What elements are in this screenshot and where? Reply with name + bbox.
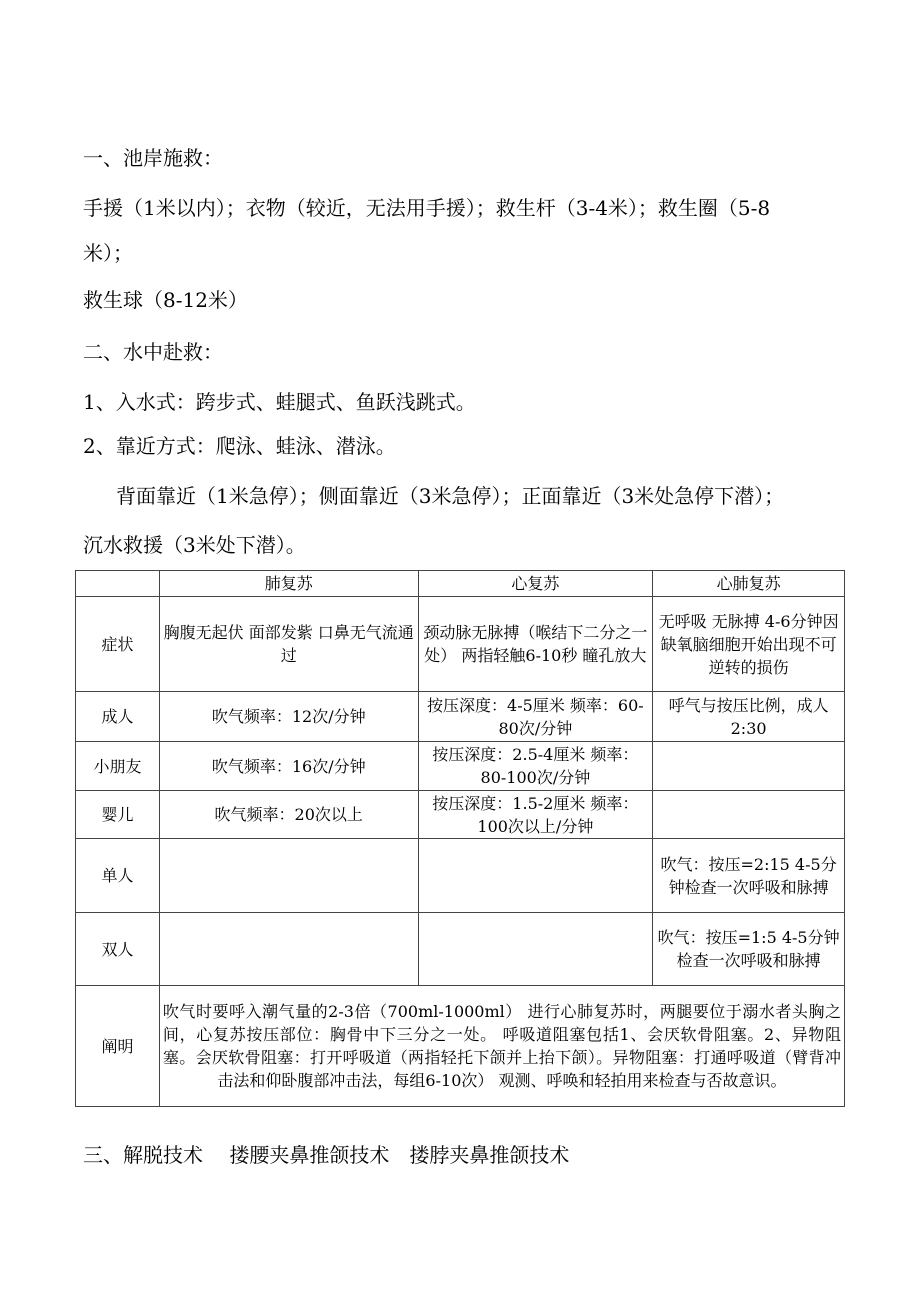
table-cell: 呼气与按压比例，成人2:30 bbox=[653, 692, 845, 742]
table-cell: 胸腹无起伏 面部发紫 口鼻无气流通过 bbox=[159, 597, 418, 692]
section-heading: 二、水中赴救： bbox=[83, 340, 223, 364]
cpr-table bbox=[75, 570, 845, 1107]
section-heading: 一、池岸施救： bbox=[83, 146, 223, 170]
header-cell bbox=[76, 571, 160, 597]
table-row bbox=[76, 742, 845, 791]
row-label: 单人 bbox=[76, 839, 160, 913]
table-row bbox=[76, 791, 845, 839]
paragraph: 手援（1米以内）；衣物（较近，无法用手援）；救生杆（3-4米）；救生圈（5-8 bbox=[83, 196, 771, 220]
table-cell: 吹气：按压=2:15 4-5分钟检查一次呼吸和脉搏 bbox=[653, 839, 845, 913]
table-cell: 颈动脉无脉搏（喉结下二分之一处） 两指轻触6-10秒 瞳孔放大 bbox=[418, 597, 653, 692]
table-cell: 按压深度：4-5厘米 频率：60-80次/分钟 bbox=[418, 692, 653, 742]
table-cell: 按压深度：1.5-2厘米 频率：100次以上/分钟 bbox=[418, 791, 653, 839]
table-row bbox=[76, 597, 845, 692]
table-cell: 吹气频率：20次以上 bbox=[159, 791, 418, 839]
paragraph: 沉水救援（3米处下潜）。 bbox=[83, 533, 306, 557]
header-cell: 心复苏 bbox=[418, 571, 653, 597]
paragraph: 背面靠近（1米急停）；侧面靠近（3米急停）；正面靠近（3米处急停下潜）； bbox=[116, 484, 785, 508]
paragraph: 米）； bbox=[83, 241, 133, 265]
table-row-note bbox=[76, 986, 845, 1107]
row-label: 小朋友 bbox=[76, 742, 160, 791]
table-cell: 吹气频率：16次/分钟 bbox=[159, 742, 418, 791]
table-cell: 吹气频率：12次/分钟 bbox=[159, 692, 418, 742]
table-row bbox=[76, 913, 845, 986]
table-cell bbox=[159, 913, 418, 986]
row-label: 婴儿 bbox=[76, 791, 160, 839]
paragraph: 1、入水式：跨步式、蛙腿式、鱼跃浅跳式。 bbox=[83, 390, 476, 414]
section-heading: 三、解脱技术 搂腰夹鼻推颌技术 搂脖夹鼻推颌技术 bbox=[83, 1143, 570, 1167]
table-row bbox=[76, 692, 845, 742]
row-label: 症状 bbox=[76, 597, 160, 692]
table-header-row bbox=[76, 571, 845, 597]
table-cell bbox=[418, 913, 653, 986]
table-cell bbox=[159, 839, 418, 913]
table-cell bbox=[653, 791, 845, 839]
table-cell bbox=[418, 839, 653, 913]
header-cell: 肺复苏 bbox=[159, 571, 418, 597]
row-label: 成人 bbox=[76, 692, 160, 742]
table-cell: 按压深度：2.5-4厘米 频率：80-100次/分钟 bbox=[418, 742, 653, 791]
paragraph: 救生球（8-12米） bbox=[83, 288, 248, 312]
header-cell: 心肺复苏 bbox=[653, 571, 845, 597]
row-label: 阐明 bbox=[76, 986, 160, 1107]
paragraph: 2、靠近方式：爬泳、蛙泳、潜泳。 bbox=[83, 434, 396, 458]
table-row bbox=[76, 839, 845, 913]
note-cell: 吹气时要呼入潮气量的2-3倍（700ml-1000ml） 进行心肺复苏时，两腿要位于溺水者头胸之间，心复苏按压部位：胸骨中下三分之一处。 呼吸道阻塞包括1、会厌软骨阻塞。2、异物阻塞。会厌软骨阻塞：打开呼吸道（两指轻托下颌并上抬下颌）。异物阻塞：打通呼吸道（臂背冲击法和仰卧腹部冲击法，每组6-10次） 观测、呼唤和轻拍用来检查与否故意识。 bbox=[159, 986, 844, 1107]
table-cell bbox=[653, 742, 845, 791]
table-cell: 吹气：按压=1:5 4-5分钟检查一次呼吸和脉搏 bbox=[653, 913, 845, 986]
row-label: 双人 bbox=[76, 913, 160, 986]
table-cell: 无呼吸 无脉搏 4-6分钟因缺氧脑细胞开始出现不可逆转的损伤 bbox=[653, 597, 845, 692]
